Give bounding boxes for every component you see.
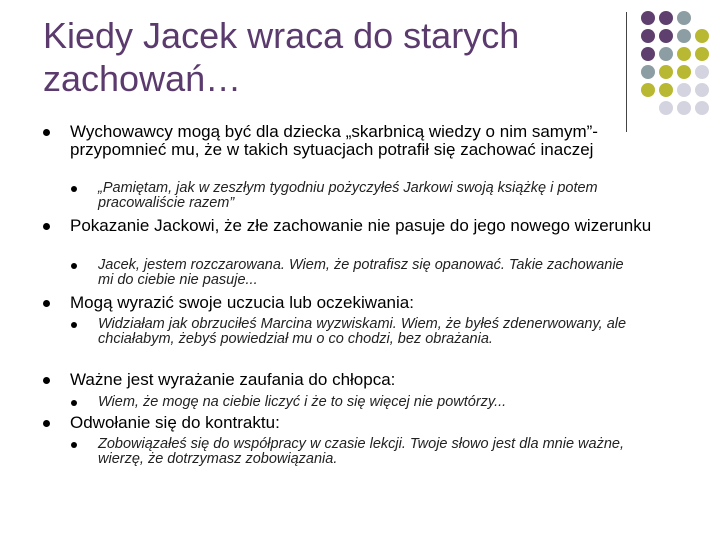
sub-bullet-4-text: Wiem, że mogę na ciebie liczyć i że to się więcej nie powtórzy... <box>98 394 507 410</box>
decorative-dot <box>659 65 673 79</box>
bullet-1-text: Wychowawcy mogą być dla dziecka „skarbnicą wiedzy o nim samym”- przypomnieć mu, że w takich sytuacjach potrafił się zachować inaczej <box>70 122 598 159</box>
decorative-dot <box>695 47 709 61</box>
decorative-dot-grid <box>640 10 720 120</box>
sub-bullet-5-text: Zobowiązałeś się do współpracy w czasie lekcji. Twoje słowo jest dla mnie ważne, wierzę, że dotrzymasz zobowiązania. <box>98 436 624 467</box>
bullet-dot <box>43 420 50 427</box>
sub-bullet-2-text: Jacek, jestem rozczarowana. Wiem, że potrafisz się opanować. Takie zachowanie mi do ciebie nie pasuje... <box>98 257 624 288</box>
bullet-3-text: Mogą wyrazić swoje uczucia lub oczekiwania: <box>70 293 414 312</box>
sub-bullet-3-text: Widziałam jak obrzuciłeś Marcina wyzwiskami. Wiem, że byłeś zdenerwowany, ale chciałabym, żebyś powiedział mu o co chodzi, bez obrażania. <box>98 316 627 347</box>
decorative-dot <box>641 11 655 25</box>
bullet-dot <box>71 322 77 328</box>
decorative-dot <box>677 11 691 25</box>
decorative-dot <box>641 29 655 43</box>
decorative-dot <box>659 29 673 43</box>
sub-bullet-1-text: „Pamiętam, jak w zeszłym tygodniu pożyczyłeś Jarkowi swoją książkę i potem pracowaliście razem” <box>98 180 598 211</box>
decorative-dot <box>659 11 673 25</box>
bullet-dot <box>71 186 77 192</box>
decorative-dot <box>677 83 691 97</box>
bullet-5-text: Odwołanie się do kontraktu: <box>70 413 280 432</box>
decorative-dot <box>677 65 691 79</box>
slide-title <box>43 14 613 100</box>
bullet-4-text: Ważne jest wyrażanie zaufania do chłopca: <box>70 370 396 389</box>
decorative-dot <box>695 29 709 43</box>
decorative-dot <box>677 47 691 61</box>
bullet-dot <box>43 300 50 307</box>
decorative-dot <box>641 65 655 79</box>
bullet-dot <box>71 442 77 448</box>
decorative-dot <box>659 83 673 97</box>
title-line-1: Kiedy Jacek wraca do starych <box>43 15 520 56</box>
decorative-dot <box>641 47 655 61</box>
decorative-dot <box>695 101 709 115</box>
bullet-dot <box>71 263 77 269</box>
title-line-2: zachowań… <box>43 58 242 99</box>
bullet-dot <box>43 377 50 384</box>
decorative-dot <box>695 83 709 97</box>
bullet-2-text: Pokazanie Jackowi, że złe zachowanie nie pasuje do jego nowego wizerunku <box>70 216 652 235</box>
decorative-dot <box>659 101 673 115</box>
bullet-dot <box>43 223 50 230</box>
decorative-dot <box>677 29 691 43</box>
bullet-dot <box>71 400 77 406</box>
decorative-dot <box>641 83 655 97</box>
bullet-dot <box>43 129 50 136</box>
divider-line <box>626 12 627 132</box>
decorative-dot <box>659 47 673 61</box>
decorative-dot <box>695 65 709 79</box>
decorative-dot <box>677 101 691 115</box>
